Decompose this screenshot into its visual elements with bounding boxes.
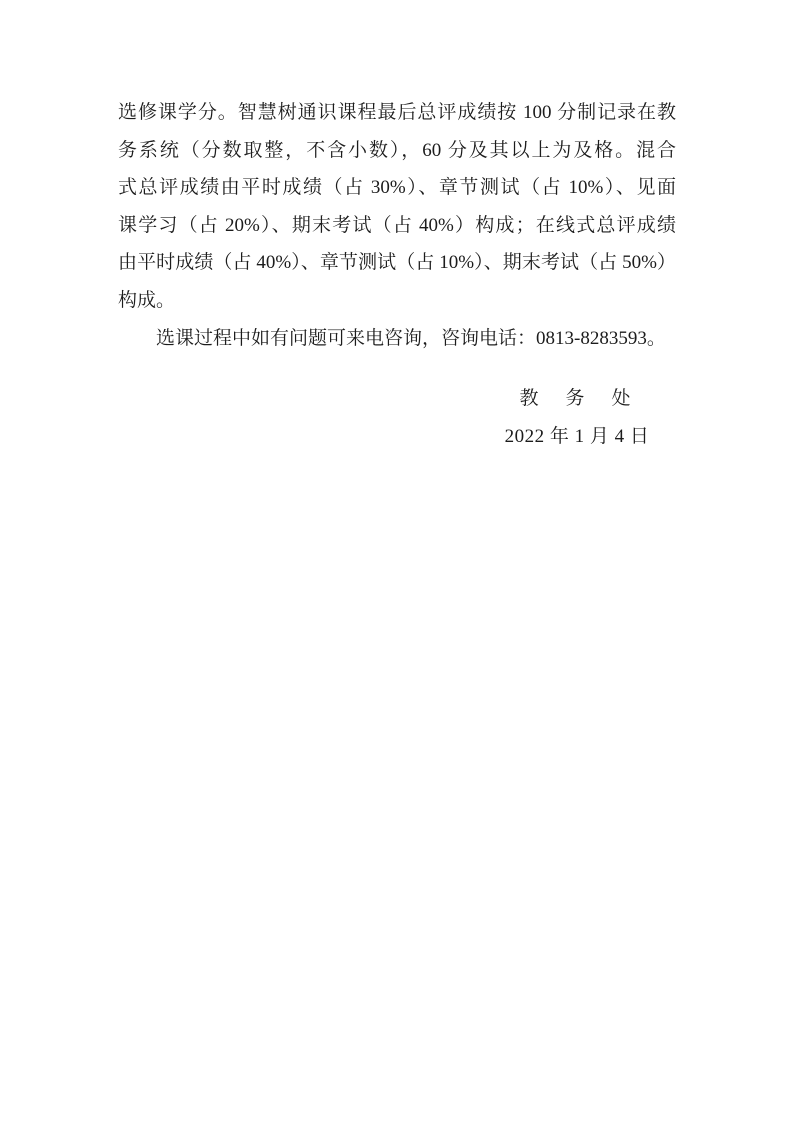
signature-date: 2022 年 1 月 4 日	[504, 425, 650, 447]
document-body	[118, 94, 676, 357]
closing-block	[470, 380, 684, 455]
text-line: 由平时成绩（占 40%）、章节测试（占 10%）、期末考试（占 50%）	[118, 252, 676, 274]
text-line: 务系统（分数取整，不含小数），60 分及其以上为及格。混合	[118, 139, 676, 161]
text-line: 构成。	[118, 289, 176, 311]
text-line: 选修课学分。智慧树通识课程最后总评成绩按 100 分制记录在教	[118, 102, 676, 123]
text-line: 课学习（占 20%）、期末考试（占 40%）构成；在线式总评成绩	[118, 214, 676, 236]
text-line: 式总评成绩由平时成绩（占 30%）、章节测试（占 10%）、见面	[118, 177, 676, 199]
paragraph-contact: 选课过程中如有问题可来电咨询，咨询电话：0813-8283593。	[156, 327, 666, 349]
signature-office: 教 务 处	[519, 388, 635, 409]
